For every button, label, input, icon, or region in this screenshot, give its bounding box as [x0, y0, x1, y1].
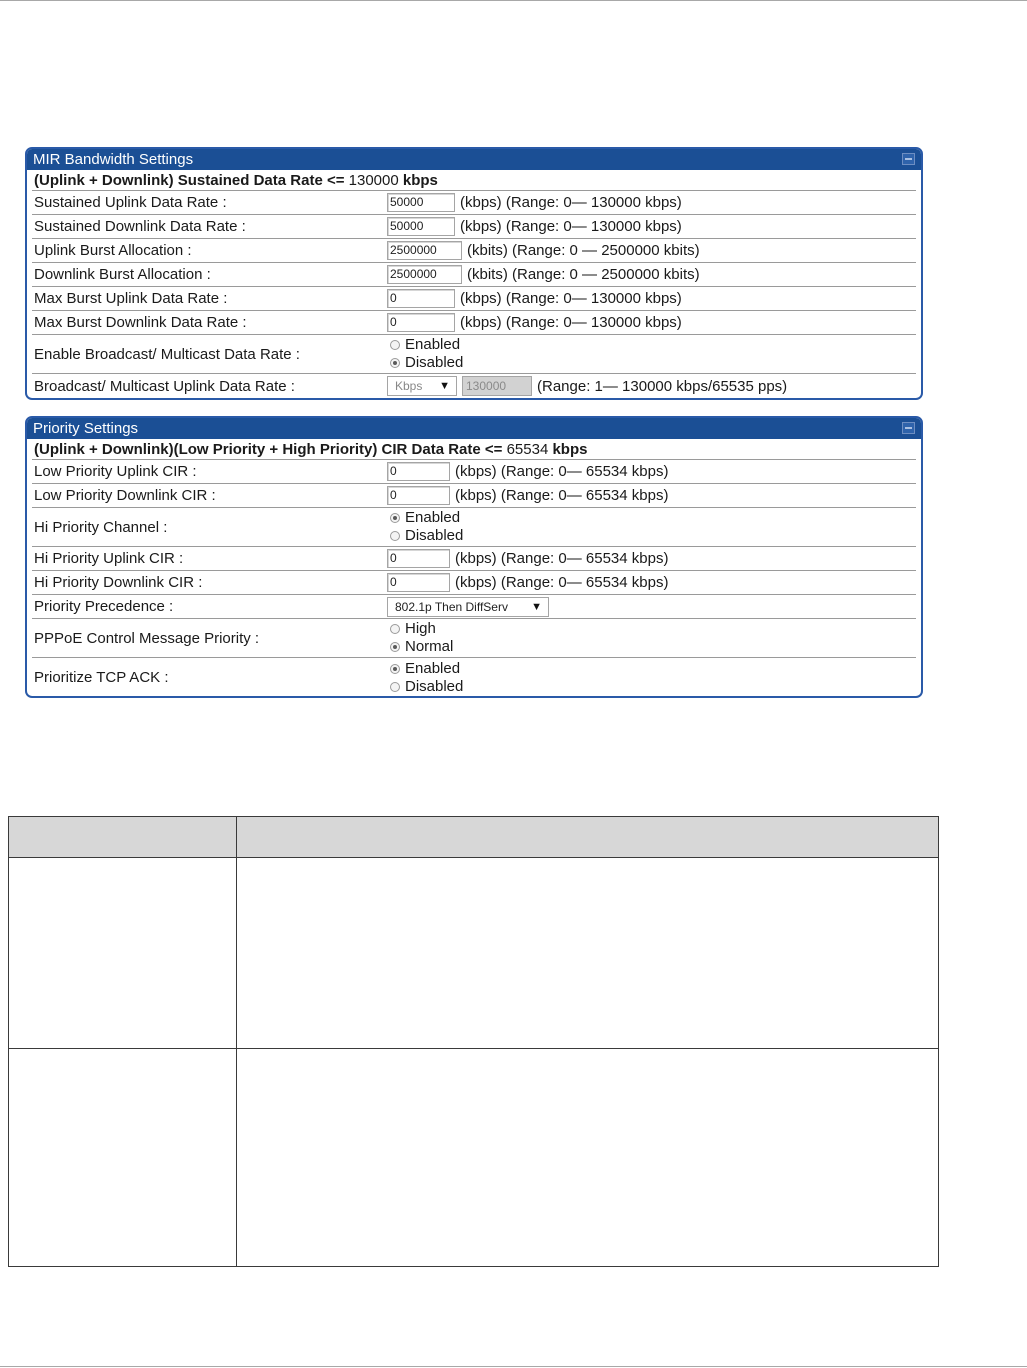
tcp-ack-radio-group [387, 660, 463, 696]
radio-button-selected[interactable] [390, 513, 400, 523]
range-hint: (kbits) (Range: 0 — 2500000 kbits) [467, 242, 700, 259]
table-header-cell [9, 817, 237, 858]
sustained-downlink-row [32, 215, 916, 239]
priority-summary [32, 439, 916, 460]
radio-option-disabled[interactable] [390, 527, 463, 545]
hi-priority-channel-row [32, 508, 916, 547]
radio-option-high[interactable] [390, 620, 453, 638]
field-label: Max Burst Downlink Data Rate : [34, 314, 247, 331]
rate-unit-select[interactable] [387, 376, 457, 396]
field-label: Hi Priority Downlink CIR : [34, 574, 203, 591]
radio-button-selected[interactable] [390, 642, 400, 652]
table-cell [237, 858, 939, 1049]
broadcast-enable-row [32, 335, 916, 374]
hi-downlink-cir-input[interactable]: 0 [387, 573, 450, 592]
max-burst-uplink-row [32, 287, 916, 311]
hi-downlink-cir-row [32, 571, 916, 595]
max-burst-downlink-input[interactable]: 0 [387, 313, 455, 332]
table-header-cell [237, 817, 939, 858]
range-hint: (kbps) (Range: 0— 65534 kbps) [455, 574, 669, 591]
mir-summary-prefix: (Uplink + Downlink) Sustained Data Rate <= [34, 172, 345, 189]
radio-button[interactable] [390, 531, 400, 541]
page-top-rule [0, 0, 1027, 1]
radio-button[interactable] [390, 340, 400, 350]
tcp-ack-row [32, 658, 916, 697]
max-burst-downlink-row [32, 311, 916, 335]
mir-bandwidth-panel [25, 147, 923, 400]
low-downlink-cir-input[interactable]: 0 [387, 486, 450, 505]
radio-label: Disabled [405, 354, 464, 371]
field-label: Prioritize TCP ACK : [34, 669, 169, 686]
priority-panel-header [27, 418, 921, 439]
table-header-row [9, 817, 939, 858]
sustained-uplink-input[interactable]: 50000 [387, 193, 455, 212]
field-label: Max Burst Uplink Data Rate : [34, 290, 228, 307]
field-label: Low Priority Downlink CIR : [34, 487, 216, 504]
mir-panel-header [27, 149, 921, 170]
field-label: Sustained Uplink Data Rate : [34, 194, 227, 211]
mir-summary-value: 130000 [348, 172, 399, 189]
sustained-downlink-input[interactable]: 50000 [387, 217, 455, 236]
priority-settings-panel [25, 416, 923, 698]
precedence-value: 802.1p Then DiffServ [395, 599, 508, 614]
range-hint: (kbps) (Range: 0— 130000 kbps) [460, 218, 682, 235]
range-hint: (kbps) (Range: 0— 65534 kbps) [455, 550, 669, 567]
priority-summary-unit: kbps [552, 441, 588, 458]
uplink-burst-row [32, 239, 916, 263]
range-hint: (kbps) (Range: 0— 130000 kbps) [460, 194, 682, 211]
radio-button-selected[interactable] [390, 664, 400, 674]
radio-option-enabled[interactable] [390, 336, 463, 354]
radio-label: Enabled [405, 659, 461, 677]
field-label: Hi Priority Uplink CIR : [34, 550, 184, 567]
field-label: Downlink Burst Allocation : [34, 266, 211, 283]
field-label: Enable Broadcast/ Multicast Data Rate : [34, 345, 300, 363]
dropdown-arrow-icon: ▼ [439, 380, 450, 392]
collapse-icon[interactable] [902, 153, 915, 165]
radio-label: Normal [405, 638, 454, 655]
field-label: Sustained Downlink Data Rate : [34, 218, 246, 235]
radio-label: Disabled [405, 677, 464, 695]
hi-channel-radio-group [387, 509, 463, 545]
low-uplink-cir-input[interactable]: 0 [387, 462, 450, 481]
broadcast-rate-input[interactable]: 130000 [462, 376, 532, 396]
attribute-description-table [8, 816, 939, 1267]
table-cell [9, 1049, 237, 1267]
broadcast-enable-radio-group [387, 336, 463, 372]
downlink-burst-row [32, 263, 916, 287]
range-hint: (kbps) (Range: 0— 65534 kbps) [455, 463, 669, 480]
rate-unit-value: Kbps [395, 379, 423, 393]
field-label: Broadcast/ Multicast Uplink Data Rate : [34, 377, 295, 395]
field-label: Priority Precedence : [34, 598, 174, 615]
hi-uplink-cir-row [32, 547, 916, 571]
radio-label: Enabled [405, 336, 461, 353]
radio-option-normal[interactable] [390, 638, 453, 656]
priority-precedence-select[interactable] [387, 597, 549, 617]
pppoe-radio-group [387, 620, 453, 656]
sustained-uplink-row [32, 191, 916, 215]
collapse-icon[interactable] [902, 422, 915, 434]
broadcast-rate-row [32, 374, 916, 398]
priority-precedence-row [32, 595, 916, 619]
table-row [9, 1049, 939, 1267]
radio-label: High [405, 620, 436, 637]
radio-option-enabled[interactable] [390, 660, 463, 678]
range-hint: (kbps) (Range: 0— 65534 kbps) [455, 487, 669, 504]
priority-panel-title: Priority Settings [33, 420, 139, 437]
field-label: Hi Priority Channel : [34, 518, 168, 536]
mir-summary [32, 170, 916, 191]
radio-button-selected[interactable] [390, 358, 400, 368]
table-row [9, 858, 939, 1049]
range-hint: (kbps) (Range: 0— 130000 kbps) [460, 314, 682, 331]
range-hint: (kbits) (Range: 0 — 2500000 kbits) [467, 266, 700, 283]
dropdown-arrow-icon: ▼ [531, 600, 542, 613]
radio-option-disabled[interactable] [390, 354, 463, 372]
priority-summary-prefix: (Uplink + Downlink)(Low Priority + High Priority) CIR Data Rate <= [34, 441, 503, 458]
pppoe-priority-row [32, 619, 916, 658]
radio-option-enabled[interactable] [390, 509, 463, 527]
radio-option-disabled[interactable] [390, 678, 463, 696]
field-label: PPPoE Control Message Priority : [34, 629, 260, 647]
mir-panel-title: MIR Bandwidth Settings [33, 151, 194, 168]
field-label: Low Priority Uplink CIR : [34, 463, 197, 480]
field-label: Uplink Burst Allocation : [34, 242, 192, 259]
range-hint: (kbps) (Range: 0— 130000 kbps) [460, 290, 682, 307]
page-bottom-rule [0, 1366, 1027, 1367]
priority-summary-value: 65534 [506, 441, 549, 458]
radio-button[interactable] [390, 624, 400, 634]
low-uplink-cir-row [32, 460, 916, 484]
radio-label: Enabled [405, 509, 461, 526]
table-cell [9, 858, 237, 1049]
mir-summary-unit: kbps [402, 172, 438, 189]
radio-label: Disabled [405, 527, 464, 544]
table-cell [237, 1049, 939, 1267]
range-hint: (Range: 1— 130000 kbps/65535 pps) [537, 377, 788, 395]
radio-button[interactable] [390, 682, 400, 692]
downlink-burst-input[interactable]: 2500000 [387, 265, 462, 284]
low-downlink-cir-row [32, 484, 916, 508]
uplink-burst-input[interactable]: 2500000 [387, 241, 462, 260]
hi-uplink-cir-input[interactable]: 0 [387, 549, 450, 568]
max-burst-uplink-input[interactable]: 0 [387, 289, 455, 308]
